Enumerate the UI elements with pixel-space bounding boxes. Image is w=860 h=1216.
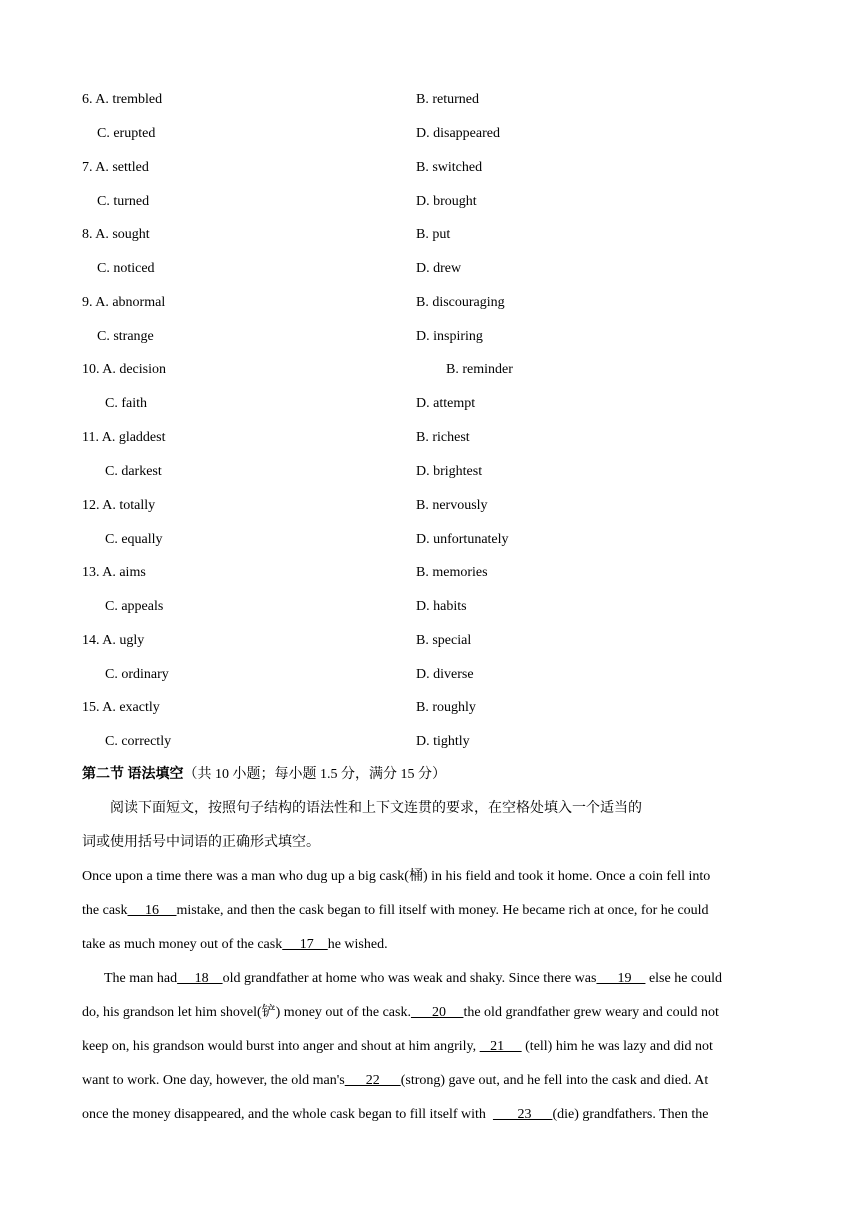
passage-text: do, his grandson let him shovel(铲) money out of the cask. 20 the old grandfather grew weary and could not bbox=[82, 1005, 719, 1020]
option-b: B. switched bbox=[416, 159, 483, 175]
option-a: 9. A. abnormal bbox=[82, 294, 166, 310]
option-c: C. noticed bbox=[97, 261, 155, 277]
option-b: B. roughly bbox=[416, 700, 476, 716]
instruction-line-1: 阅读下面短文，按照句子结构的语法性和上下文连贯的要求，在空格处填入一个适当的 bbox=[110, 801, 642, 816]
blank-19[interactable]: 19 bbox=[596, 971, 646, 986]
option-d: D. inspiring bbox=[416, 328, 483, 344]
passage-line bbox=[82, 936, 780, 954]
passage-line bbox=[82, 902, 780, 920]
option-c: C. appeals bbox=[105, 599, 164, 615]
section-subtitle: （共 10 小题；每小题 1.5 分，满分 15 分） bbox=[183, 767, 446, 782]
blank-16[interactable]: 16 bbox=[127, 903, 177, 918]
option-d: D. brought bbox=[416, 193, 477, 209]
option-a: 10. A. decision bbox=[82, 362, 166, 378]
option-d: D. drew bbox=[416, 261, 462, 277]
option-a: 8. A. sought bbox=[82, 227, 150, 243]
option-a: 7. A. settled bbox=[82, 159, 149, 175]
option-a: 6. A. trembled bbox=[82, 92, 163, 107]
option-a: 15. A. exactly bbox=[82, 700, 160, 716]
passage-text: The man had 18 old grandfather at home who was weak and shaky. Since there was 19 else he could bbox=[104, 971, 723, 986]
passage-line bbox=[82, 1004, 780, 1022]
passage-text: want to work. One day, however, the old man's 22 (strong) gave out, and he fell into the cask and died. At bbox=[82, 1073, 709, 1088]
option-d: D. tightly bbox=[416, 734, 470, 750]
option-d: D. habits bbox=[416, 599, 467, 615]
option-b: B. special bbox=[416, 632, 472, 648]
option-a: 13. A. aims bbox=[82, 565, 146, 581]
passage-line bbox=[82, 868, 780, 886]
blank-21[interactable]: 21 bbox=[479, 1039, 522, 1054]
option-b: B. put bbox=[416, 227, 451, 243]
option-b: B. discouraging bbox=[416, 294, 505, 310]
passage-text: take as much money out of the cask 17 he wished. bbox=[82, 937, 388, 952]
option-c: C. erupted bbox=[97, 126, 156, 141]
option-d: D. attempt bbox=[416, 396, 476, 412]
blank-17[interactable]: 17 bbox=[282, 937, 328, 952]
passage-line bbox=[82, 1106, 780, 1124]
option-a: 14. A. ugly bbox=[82, 632, 145, 648]
option-b: B. returned bbox=[416, 92, 479, 107]
option-c: C. equally bbox=[105, 531, 163, 547]
blank-22[interactable]: 22 bbox=[344, 1073, 401, 1088]
option-b: B. nervously bbox=[416, 497, 488, 513]
instruction-line-2: 词或使用括号中词语的正确形式填空。 bbox=[82, 835, 320, 850]
section-heading bbox=[82, 766, 446, 784]
passage-text: the cask 16 mistake, and then the cask began to fill itself with money. He became rich at once, for he could bbox=[82, 903, 709, 918]
option-c: C. ordinary bbox=[105, 666, 169, 682]
option-b: B. richest bbox=[416, 430, 470, 445]
option-b: B. memories bbox=[416, 565, 488, 581]
option-c: C. darkest bbox=[105, 464, 162, 479]
passage-line bbox=[104, 970, 780, 988]
option-c: C. turned bbox=[97, 193, 150, 209]
option-b: B. reminder bbox=[446, 362, 513, 378]
passage-text: keep on, his grandson would burst into anger and shout at him angrily, 21 (tell) him he was lazy and did not bbox=[82, 1039, 713, 1054]
option-d: D. diverse bbox=[416, 666, 474, 682]
option-a: 12. A. totally bbox=[82, 497, 156, 513]
blank-20[interactable]: 20 bbox=[410, 1005, 464, 1020]
option-a: 11. A. gladdest bbox=[82, 430, 166, 445]
section-title: 第二节 语法填空 bbox=[82, 767, 184, 782]
option-c: C. faith bbox=[105, 396, 147, 412]
passage-line bbox=[82, 1038, 780, 1056]
option-d: D. brightest bbox=[416, 464, 483, 479]
blank-23[interactable]: 23 bbox=[492, 1107, 553, 1122]
option-d: D. disappeared bbox=[416, 126, 500, 141]
blank-18[interactable]: 18 bbox=[177, 971, 223, 986]
passage-text: once the money disappeared, and the whole cask began to fill itself with 23 (die) grandfathers. Then the bbox=[82, 1107, 709, 1122]
option-c: C. correctly bbox=[105, 734, 172, 750]
passage-line bbox=[82, 1072, 780, 1090]
passage-text: Once upon a time there was a man who dug up a big cask(桶) in his field and took it home. Once a coin fell into bbox=[82, 869, 711, 884]
option-d: D. unfortunately bbox=[416, 531, 509, 547]
option-c: C. strange bbox=[97, 328, 154, 344]
